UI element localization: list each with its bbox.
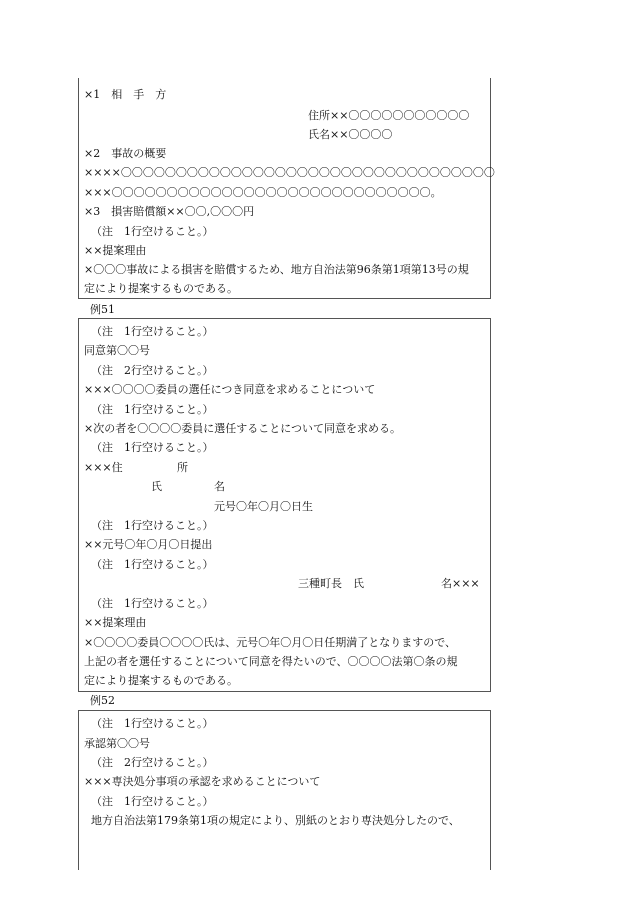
note-line: （注 1行空けること。） — [91, 597, 214, 610]
note-line: （注 1行空けること。） — [91, 403, 214, 416]
text-line: 住所××〇〇〇〇〇〇〇〇〇〇〇 — [308, 109, 470, 122]
text-line: 氏 — [151, 480, 162, 493]
text-line: 定により提案するものである。 — [84, 674, 238, 687]
text-line: 同意第〇〇号 — [84, 344, 150, 357]
text-line: ××××〇〇〇〇〇〇〇〇〇〇〇〇〇〇〇〇〇〇〇〇〇〇〇〇〇〇〇〇〇〇〇〇〇〇 — [84, 166, 495, 179]
text-line: ×1 相 手 方 — [84, 88, 167, 101]
text-line: 承認第〇〇号 — [84, 737, 150, 750]
text-line: ×〇〇〇事故による損害を賠償するため、地方自治法第96条第1項第13号の規 — [84, 263, 469, 276]
note-line: （注 1行空けること。） — [91, 795, 214, 808]
text-line: 氏名××〇〇〇〇 — [308, 128, 393, 141]
note-line: （注 1行空けること。） — [91, 325, 214, 338]
text-line: ××元号〇年〇月〇日提出 — [84, 538, 213, 551]
text-line: 三種町長 氏 — [298, 577, 364, 590]
note-line: （注 2行空けること。） — [91, 364, 214, 377]
example-label: 例51 — [90, 303, 115, 316]
text-line: ×3 損害賠償額××〇〇,〇〇〇円 — [84, 205, 255, 218]
text-line: 定により提案するものである。 — [84, 282, 238, 295]
note-line: （注 1行空けること。） — [91, 558, 214, 571]
note-line: （注 1行空けること。） — [91, 519, 214, 532]
note-line: （注 1行空けること。） — [91, 441, 214, 454]
text-line: 所 — [177, 461, 188, 474]
text-line: ×〇〇〇〇委員〇〇〇〇氏は、元号〇年〇月〇日任期満了となりますので、 — [84, 636, 456, 649]
text-line: 上記の者を選任することについて同意を得たいので、〇〇〇〇法第〇条の規 — [84, 655, 458, 668]
text-line: ×××専決処分事項の承認を求めることについて — [84, 775, 321, 788]
text-line: ×××〇〇〇〇委員の選任につき同意を求めることについて — [84, 383, 376, 396]
text-line: 地方自治法第179条第1項の規定により、別紙のとおり専決処分したので、 — [91, 814, 460, 827]
text-line: 名 — [214, 480, 225, 493]
text-line: ×××〇〇〇〇〇〇〇〇〇〇〇〇〇〇〇〇〇〇〇〇〇〇〇〇〇〇〇〇〇。 — [84, 186, 442, 199]
example-52-box — [78, 710, 491, 870]
text-line: 元号〇年〇月〇日生 — [214, 500, 313, 513]
text-line: ×××住 — [84, 461, 123, 474]
text-line: ××提案理由 — [84, 244, 147, 257]
example-label: 例52 — [90, 694, 115, 707]
text-line: ×次の者を〇〇〇〇委員に選任することについて同意を求める。 — [84, 422, 401, 435]
note-line: （注 2行空けること。） — [91, 756, 214, 769]
text-line: ×2 事故の概要 — [84, 147, 167, 160]
note-line: （注 1行空けること。） — [91, 717, 214, 730]
text-line: ××提案理由 — [84, 616, 147, 629]
note-line: （注 1行空けること。） — [91, 225, 214, 238]
text-line: 名××× — [441, 577, 480, 590]
